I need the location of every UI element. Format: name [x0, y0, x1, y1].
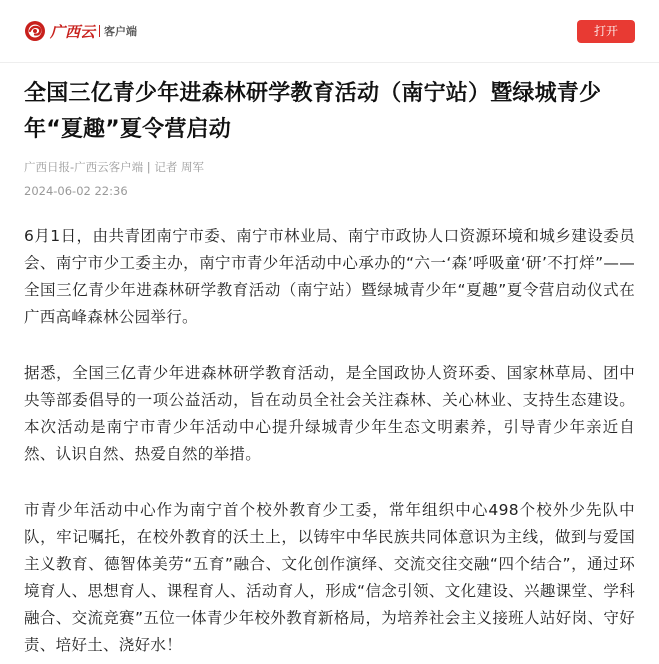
logo-subtitle: 客户端 [104, 25, 138, 38]
app-logo[interactable] [24, 19, 137, 43]
cloud-logo-icon [24, 20, 46, 42]
logo-text: 广西云 [50, 22, 96, 41]
article-timestamp: 2024-06-02 22:36 [24, 184, 128, 198]
article-paragraph: 据悉，全国三亿青少年进森林研学教育活动，是全国政协人资环委、国家林草局、团中央等部委倡导的一项公益活动，旨在动员全社会关注森林、关心林业、支持生态建设。本次活动是南宁市青少年活动中心提升绿城青少年生态文明素养，引导青少年亲近自然、认识自然、热爱自然的举措。 [24, 364, 635, 463]
article-paragraph: 市青少年活动中心作为南宁首个校外教育少工委，常年组织中心498个校外少先队中队，牢记嘱托，在校外教育的沃土上，以铸牢中华民族共同体意识为主线，做到与爱国主义教育、德智体美劳“五育”融合、文化创作演绎、交流交往交融“四个结合”，通过环境育人、思想育人、课程育人、活动育人，形成“信念引领、文化建设、兴趣课堂、学科融合、交流竞赛”五位一体青少年校外教育新格局，为培养社会主义接班人站好岗、守好责、培好土、浇好水！ [24, 501, 635, 654]
article-paragraph: 6月1日，由共青团南宁市委、南宁市林业局、南宁市政协人口资源环境和城乡建设委员会、南宁市少工委主办，南宁市青少年活动中心承办的“六一‘森’呼吸童‘研’不打烊”——全国三亿青少年进森林研学教育活动（南宁站）暨绿城青少年“夏趣”夏令营启动仪式在广西高峰森林公园举行。 [24, 227, 635, 326]
logo-divider [99, 25, 100, 37]
article-source: 广西日报-广西云客户端 | 记者 周军 [24, 160, 204, 174]
article-content [24, 223, 635, 659]
top-bar [0, 0, 659, 63]
article-title: 全国三亿青少年进森林研学教育活动（南宁站）暨绿城青少年“夏趣”夏令营启动 [24, 81, 602, 142]
open-app-button[interactable]: 打开 [577, 20, 635, 43]
article-body [0, 76, 659, 659]
